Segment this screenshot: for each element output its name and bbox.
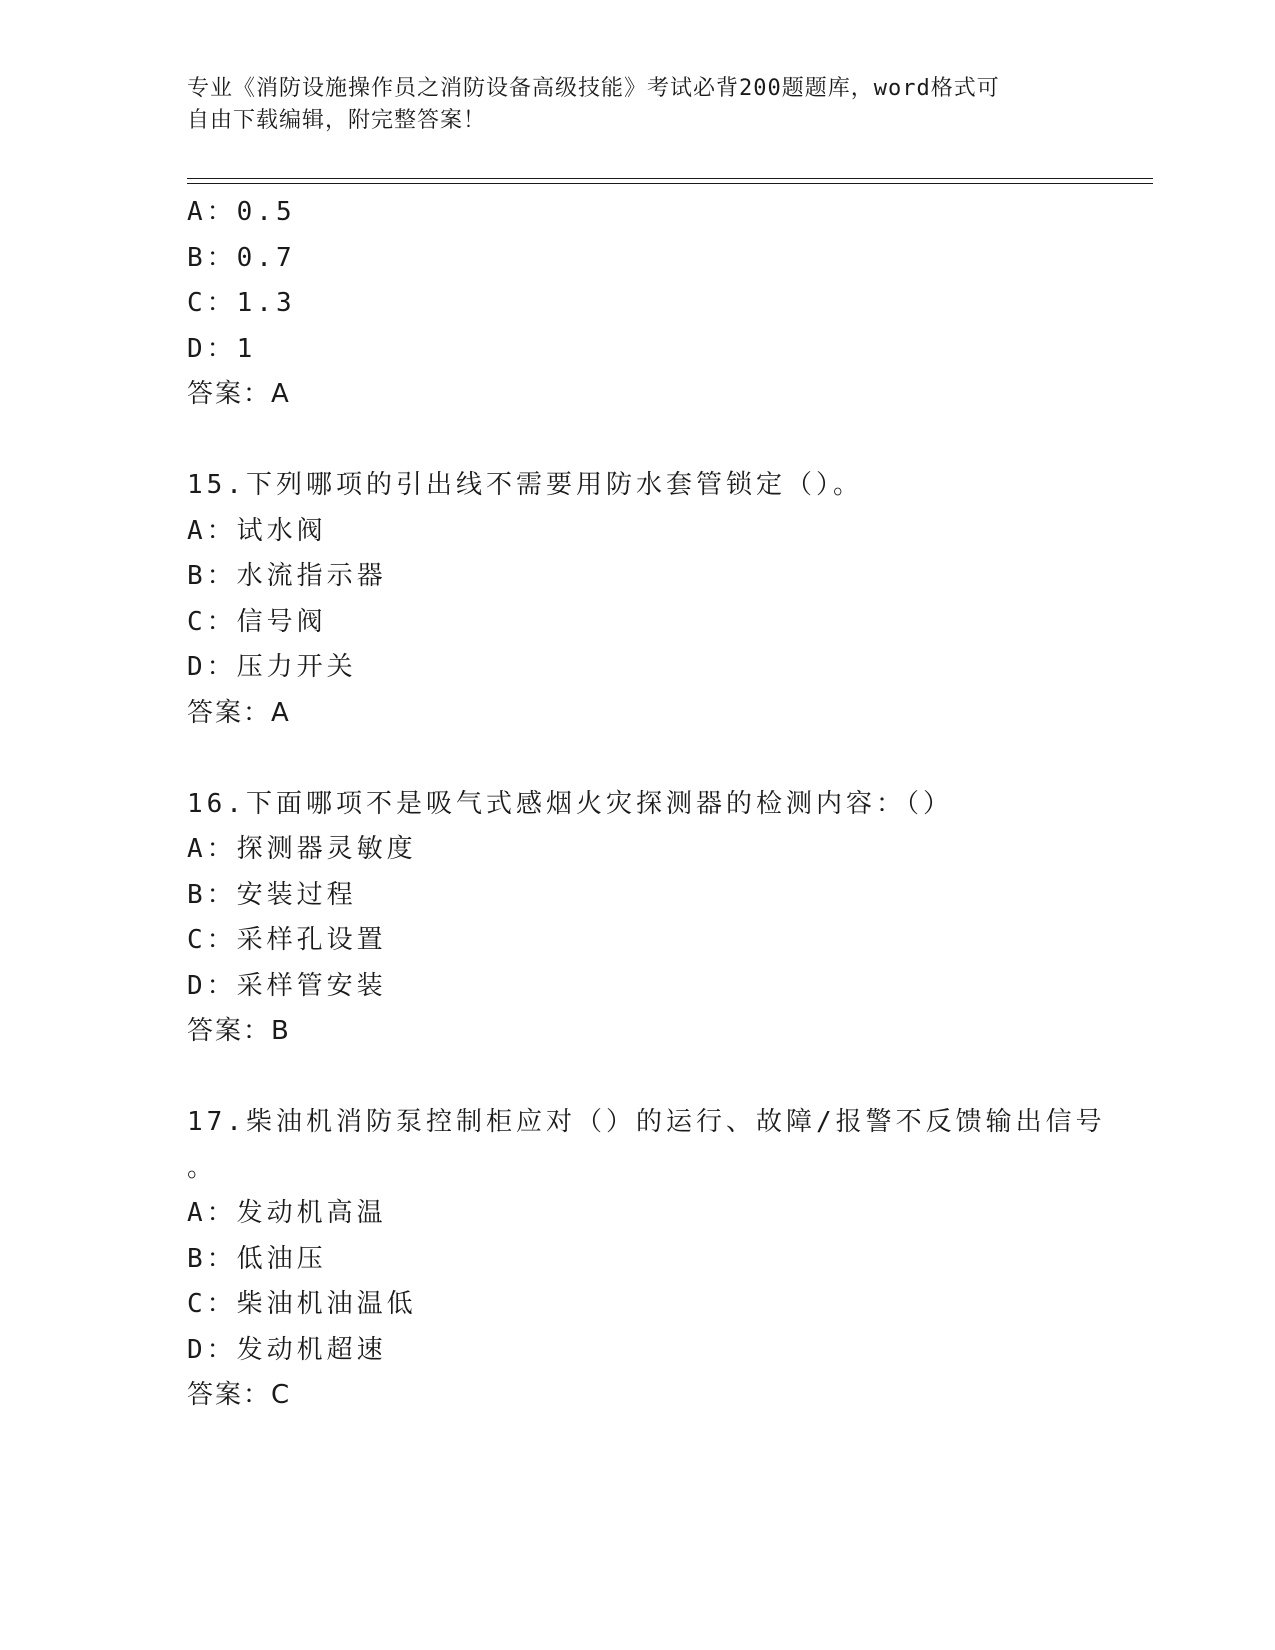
option-d: D：压力开关: [187, 652, 357, 682]
option-b: B：安装过程: [187, 879, 357, 910]
answer: 答案：A: [187, 697, 291, 728]
header-rule-bottom: [187, 183, 1153, 184]
question-text: 17.柴油机消防泵控制柜应对（）的运行、故障/报警不反馈输出信号: [187, 1107, 1106, 1137]
header-line-2: 自由下载编辑，附完整答案！: [187, 108, 487, 133]
answer: 答案：A: [187, 379, 291, 409]
spacer: [187, 736, 1087, 782]
question-text: 15.下列哪项的引出线不需要用防水套管锁定（）。: [187, 470, 863, 500]
question-15: [187, 463, 1087, 736]
option-a: A：发动机高温: [187, 1198, 387, 1228]
option-a: A：探测器灵敏度: [187, 834, 417, 864]
question-16: [187, 782, 1087, 1055]
option-d: D：发动机超速: [187, 1334, 387, 1365]
question-text-continued: 。: [187, 1152, 218, 1183]
spacer: [187, 1055, 1087, 1101]
answer: 答案：C: [187, 1380, 292, 1410]
header-line-1: 专业《消防设施操作员之消防设备高级技能》考试必背200题题库，word格式可: [187, 76, 1000, 101]
option-a: A：试水阀: [187, 515, 327, 546]
option-d: D：采样管安装: [187, 970, 387, 1001]
question-14: [187, 190, 1087, 418]
question-list: [187, 190, 1106, 1419]
option-b: B：低油压: [187, 1243, 327, 1274]
document-header: [187, 73, 1067, 137]
header-rule-top: [187, 178, 1153, 179]
option-c: C：信号阀: [187, 606, 327, 637]
option-c: C：1.3: [187, 288, 296, 318]
option-c: C：柴油机油温低: [187, 1289, 417, 1319]
option-c: C：采样孔设置: [187, 925, 387, 955]
option-b: B：水流指示器: [187, 561, 387, 591]
spacer: [187, 418, 1087, 464]
option-d: D：1: [187, 333, 257, 364]
question-text: 16.下面哪项不是吸气式感烟火灾探测器的检测内容：（）: [187, 788, 953, 819]
question-17: [187, 1100, 1106, 1419]
answer: 答案：B: [187, 1016, 291, 1046]
option-a: A：0.5: [187, 197, 296, 227]
option-b: B：0.7: [187, 242, 296, 273]
